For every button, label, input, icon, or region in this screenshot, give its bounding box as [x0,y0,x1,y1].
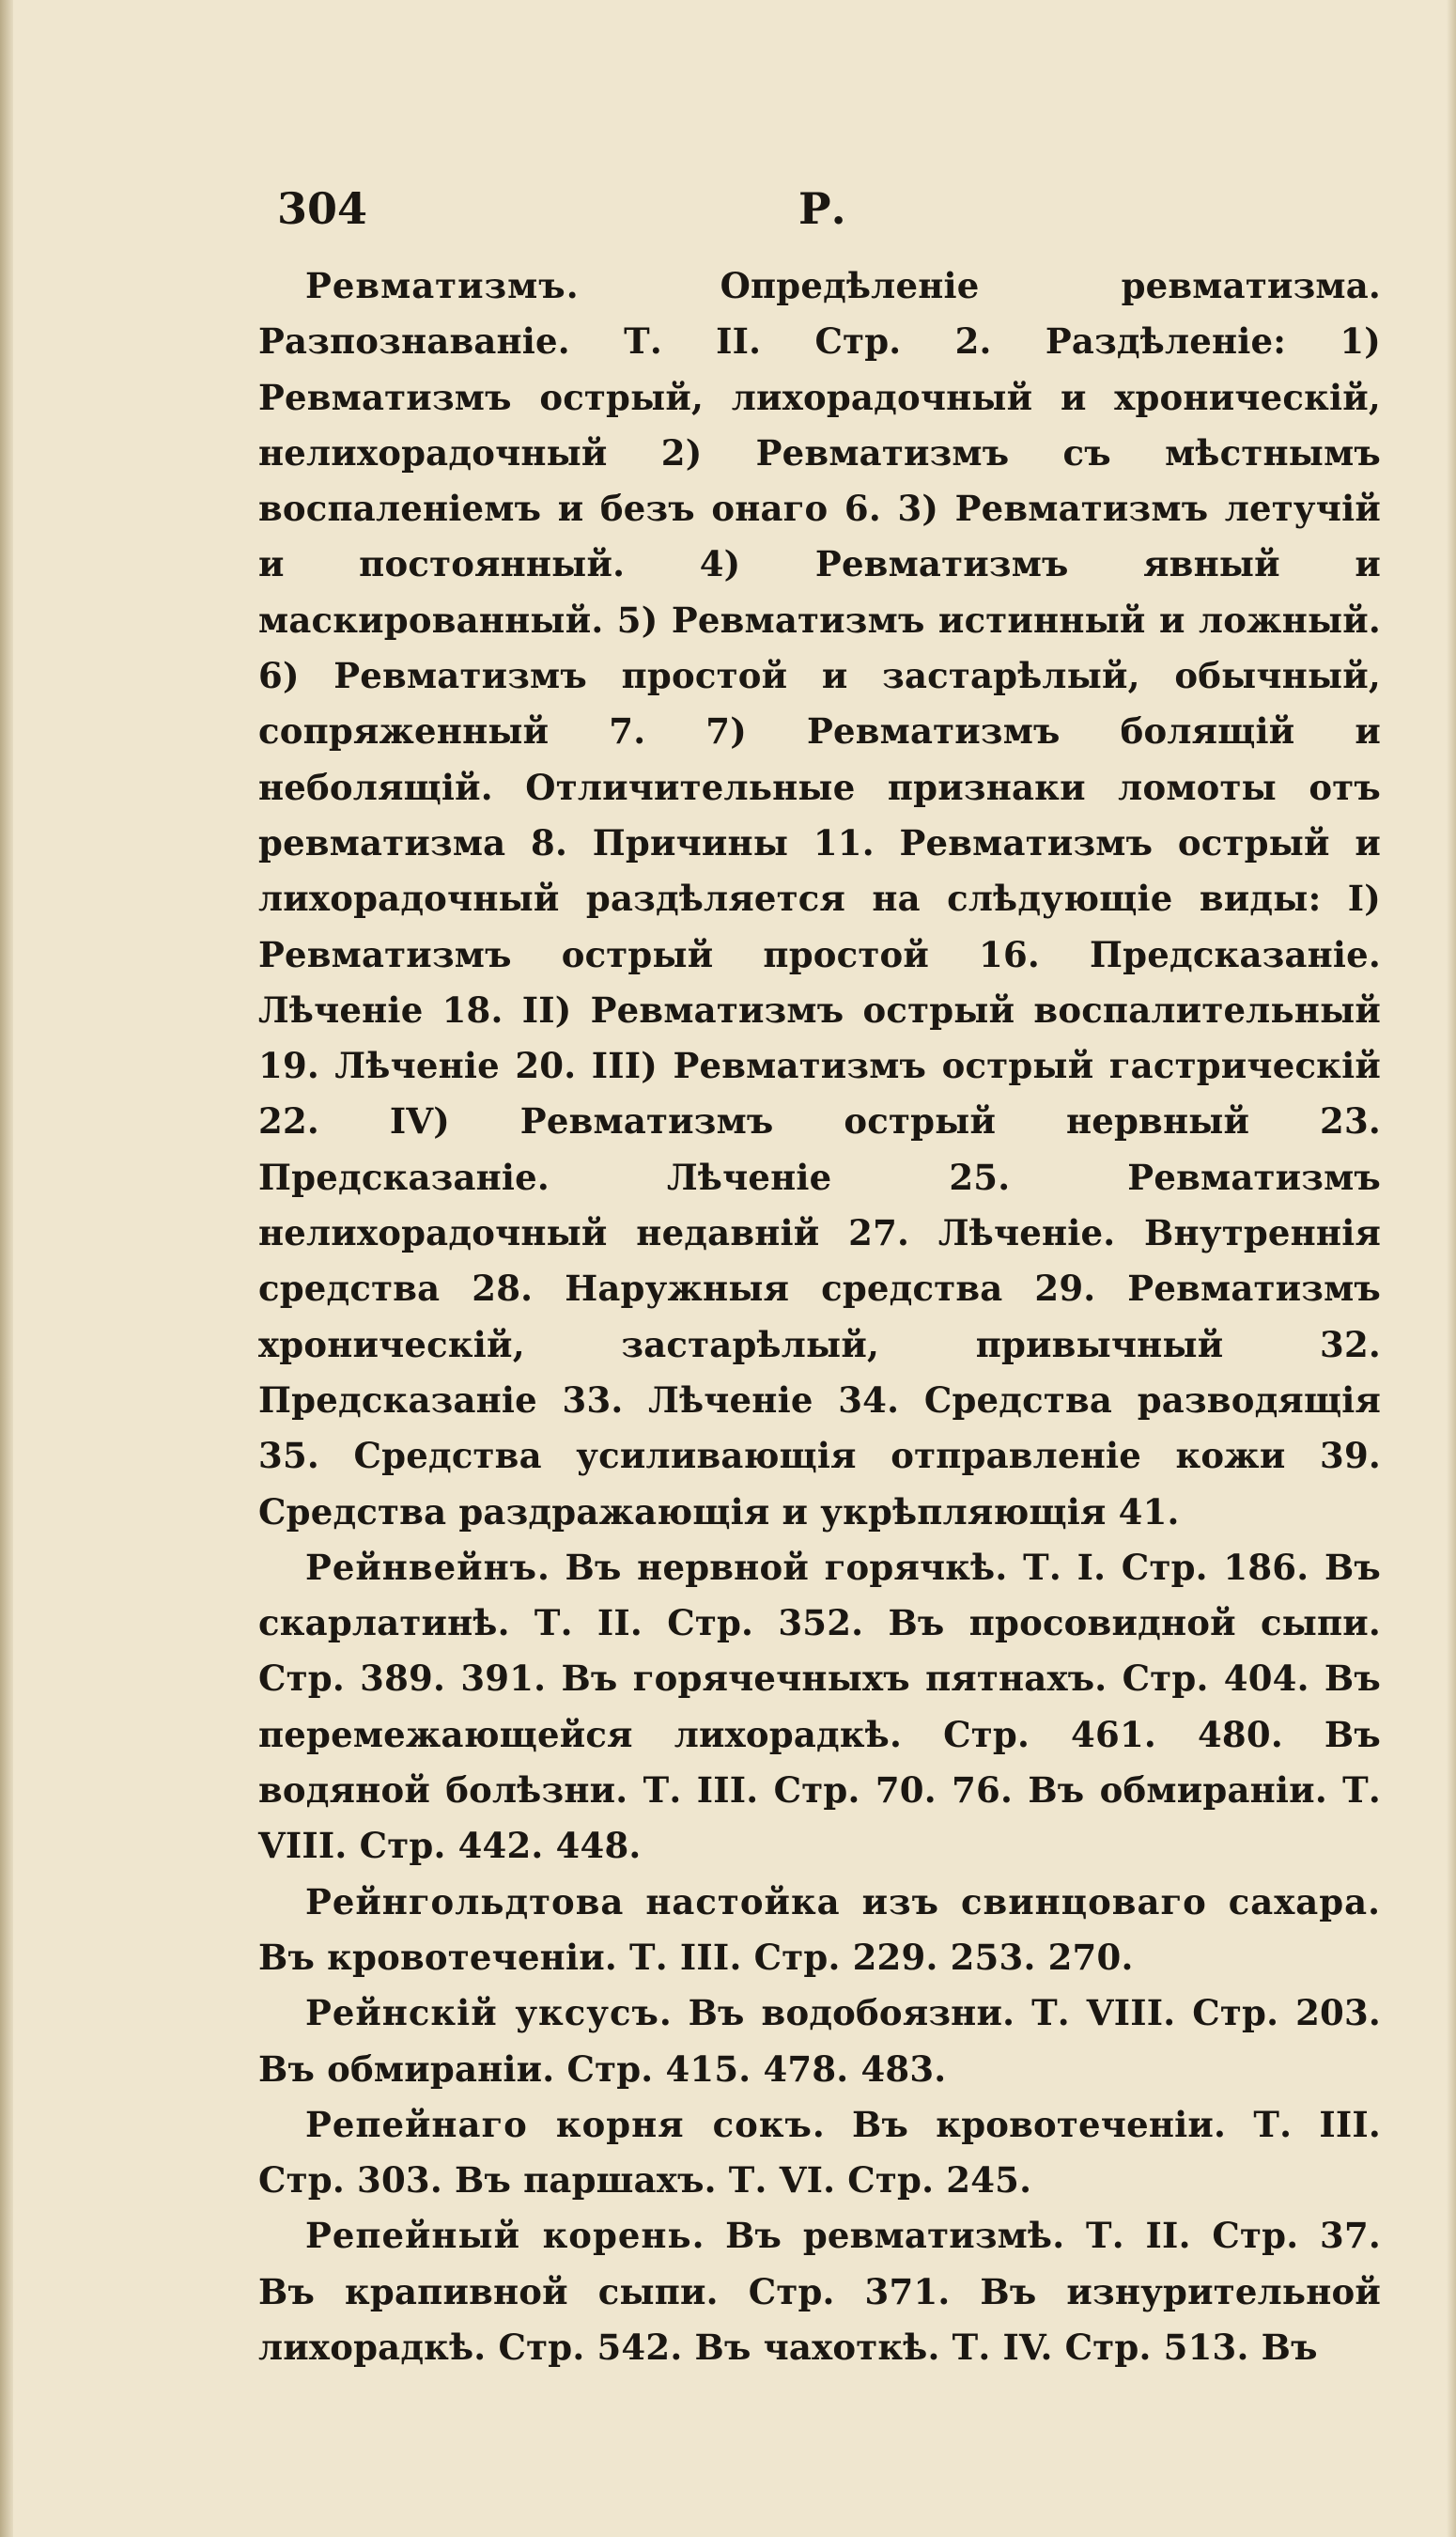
entry-term: Рейнскій уксусъ. [305,1992,673,2034]
entry-text: Въ кровотеченіи. Т. III. Стр. 303. Въ паршахъ. Т. VI. Стр. 245. [258,2103,1382,2202]
entry-text: Въ кровотеченіи. Т. III. Стр. 229. 253. 270. [258,1936,1134,1978]
page-edge-left [0,0,13,2537]
entry-term: Рейнгольдтова настойка изъ свинцоваго сахара. [305,1880,1381,1922]
page-edge-right [1447,0,1456,2537]
entry-text: Въ нервной горячкѣ. Т. I. Стр. 186. Въ скарлатинѣ. Т. II. Стр. 352. Въ просовидной сыпи. Стр. 389. 391. Въ горячечныхъ пятнахъ. Стр. 404. Въ перемежающейся лихорадкѣ. Стр. 461. 480. Въ водяной болѣзни. Т. III. Стр. 70. 76. Въ обмираніи. Т. VIII. Стр. 442. 448. [258,1546,1381,1867]
index-entry-burdock-root-juice [258,2097,1381,2209]
running-head: Р. [798,183,846,234]
entry-text: Опредѣленіе ревматизма. Разпознаваніе. Т. II. Стр. 2. Раздѣленіе: 1) Ревматизмъ острый, лихорадочный и хроническій, нелихорадочный 2) Ревматизмъ съ мѣстнымъ воспаленіемъ и безъ онаго 6. 3) Ревматизмъ летучій и постоянный. 4) Ревматизмъ явный и маскированный. 5) Ревматизмъ истинный и ложный. 6) Ревматизмъ простой и застарѣлый, обычный, сопряженный 7. 7) Ревматизмъ болящій и неболящій. Отличительные признаки ломоты отъ ревматизма 8. Причины 11. Ревматизмъ острый и лихорадочный раздѣляется на слѣдующіе виды: I) Ревматизмъ острый простой 16. Предсказаніе. Лѣченіе 18. II) Ревматизмъ острый воспалительный 19. Лѣченіе 20. III) Ревматизмъ острый гастрическій 22. IV) Ревматизмъ острый нервный 23. Предсказаніе. Лѣченіе 25. Ревматизмъ нелихорадочный недавній 27. Лѣченіе. Внутреннія средства 28. Наружныя средства 29. Ревматизмъ хроническій, застарѣлый, привычный 32. Предсказаніе 33. Лѣченіе 34. Средства разводящія 35. Средства усиливающія отправленіе кожи 39. Средства раздражающія и укрѣпляющія 41. [258,265,1382,1533]
page-header [258,183,1381,258]
index-entry-rheumatism [258,258,1381,1540]
book-page [258,183,1381,2375]
entry-text: Въ ревматизмѣ. Т. II. Стр. 37. Въ крапивной сыпи. Стр. 371. Въ изнурительной лихорадкѣ. Стр. 542. Въ чахоткѣ. Т. IV. Стр. 513. Въ [258,2215,1381,2368]
entry-term: Ревматизмъ. [305,265,580,306]
entry-term: Репейнаго корня сокъ. [305,2103,826,2145]
entry-term: Репейный корень. [305,2215,705,2257]
index-entry-rhine-wine [258,1540,1381,1875]
page-number: 304 [277,183,368,234]
index-entry-rhine-vinegar [258,1985,1381,2097]
index-entry-burdock-root [258,2208,1381,2375]
entry-term: Рейнвейнъ. [305,1546,550,1588]
index-entry-reingoldt-tincture [258,1875,1381,1986]
entry-text: Въ водобоязни. Т. VIII. Стр. 203. Въ обмираніи. Стр. 415. 478. 483. [258,1992,1381,2090]
